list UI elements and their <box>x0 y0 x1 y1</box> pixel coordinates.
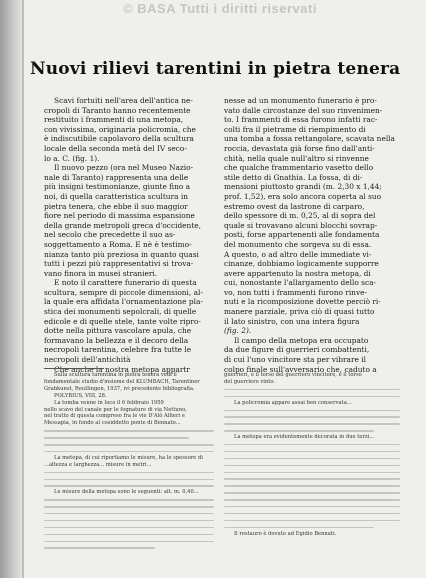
footnote-rule <box>44 368 104 369</box>
illegible-line <box>224 427 400 434</box>
illegible-line <box>44 517 214 524</box>
illegible-line <box>224 510 400 517</box>
illegible-line <box>224 524 400 531</box>
illegible-line <box>224 496 400 503</box>
footnotes-right <box>224 372 400 537</box>
footnote-line: guerrieri, e il torso del guerriero vincitore, e il torso <box>224 372 362 378</box>
illegible-line <box>44 476 214 483</box>
text-line: nianza tanto più preziosa in quanto quasi <box>44 249 199 259</box>
illegible-line <box>224 462 400 469</box>
text-line: quale si trovavano alcuni blocchi sovrap- <box>224 220 378 230</box>
text-line: restituito i frammenti di una metopa, <box>44 115 184 125</box>
illegible-line <box>224 489 400 496</box>
text-line: il lato sinistro, con una intera figura <box>224 316 360 326</box>
illegible-line <box>44 441 214 448</box>
footnote-line: del guerriero vinto. <box>224 378 276 385</box>
left-column <box>44 96 214 374</box>
text-line: necropoli dell'antichità <box>44 355 131 365</box>
text-line: nel secolo che precedette il suo as- <box>44 230 176 240</box>
illegible-line <box>224 455 400 462</box>
illegible-line <box>44 510 214 517</box>
footnote-line: Sulla scultura tarentina in pietra tenera vedi il <box>54 372 177 378</box>
illegible-line <box>44 427 214 434</box>
footnote-line: La tomba venne in luce il 6 febbraio 1959 <box>54 399 164 406</box>
illegible-line <box>44 538 214 545</box>
footnote-line: Le misure della metopa sono le seguenti: alt. m. 0,40... <box>54 489 199 496</box>
text-line: del monumento che sorgeva su di essa. <box>224 239 372 249</box>
text-line: noi, di quella caratteristica scultura in <box>44 191 188 201</box>
footnote-line: La policromia appare assai ben conservata... <box>234 399 352 406</box>
text-line: Il nuovo pezzo (ora nel Museo Nazio- <box>54 163 194 173</box>
illegible-line <box>224 482 400 489</box>
text-line: una tomba a fossa rettangolare, scavata nella <box>224 134 395 144</box>
text-line: E noto il carattere funerario di questa <box>54 278 197 288</box>
text-line: formavano la bellezza e il decoro della <box>44 335 189 345</box>
text-line: stica dei monumenti sepolcrali, di quelle <box>44 307 197 317</box>
text-line: nale di Taranto) rappresenta una delle <box>44 172 189 182</box>
footnote-line: La metopa era evidentemente decorata in due terzi... <box>234 434 375 441</box>
scan-gutter <box>0 0 22 578</box>
illegible-line <box>224 448 400 455</box>
text-line: edicole e di quelle stele, tante volte ripro- <box>44 316 201 326</box>
text-line: tutti i pezzi più rappresentativi si trova- <box>44 259 194 269</box>
text-line: locale della seconda metà del IV seco- <box>44 143 187 153</box>
footnote-line: nello scavo del canale per le fognature di via Nettuno, <box>44 406 187 413</box>
text-line: (fig. 2). <box>224 326 252 336</box>
article-title: Nuovi rilievi tarentini in pietra tenera <box>30 59 401 80</box>
illegible-line <box>44 448 214 455</box>
text-line: avere appartenuto la nostra metopa, di <box>224 268 371 278</box>
footnote-line: Grabkunst, Reutlingen, 1937, ivi precedente bibliografia. <box>44 385 195 392</box>
text-line: Che anche la nostra metopa appartr <box>54 364 190 374</box>
text-line: soggettamento a Roma. E nè è testimo- <box>44 239 192 249</box>
text-line: nuti e la ricomposizione dovette perciò ri- <box>224 297 381 307</box>
text-line: manere parziale, priva ciò di quasi tutto <box>224 307 375 317</box>
watermark: © BASA Tutti i diritti riservati <box>123 1 317 16</box>
text-line: Il campo della metopa era occupato <box>234 335 369 345</box>
illegible-line <box>224 413 400 420</box>
illegible-line <box>224 393 400 400</box>
text-line: cui, nonostante l'allargamento dello sca- <box>224 278 376 288</box>
text-line: stile detto di Gnathia. La fossa, di di- <box>224 172 363 182</box>
text-line: pietra tenera, che ebbe il suo maggior <box>44 201 188 211</box>
text-line: più insigni testimonianze, giunte fino a <box>44 182 191 192</box>
footnote-line: fondamentale studio d'insieme del KLUMBACH, Tarentiner <box>44 378 200 385</box>
text-line: prof. 1,52), era solo ancora coperta al suo <box>224 191 382 201</box>
illegible-line <box>224 475 400 482</box>
text-line: vo, non tutti i frammenti furono rinve- <box>224 287 367 297</box>
text-line: chità, nella quale null'altro si rinvenne <box>224 153 369 163</box>
footnote-line: Il restauro è dovuto ad Egidio Bennati. <box>234 530 337 537</box>
illegible-line <box>44 524 214 531</box>
text-line: è indiscutibile capolavoro della scultura <box>44 134 194 144</box>
text-line: A questo, o ad altro delle immediate vi- <box>224 249 372 259</box>
text-line: vano finora in musei stranieri. <box>44 268 158 278</box>
illegible-line <box>44 482 214 489</box>
illegible-line <box>224 441 400 448</box>
text-line: dello spessore di m. 0,25, al di sopra del <box>224 211 376 221</box>
text-line: lo a. C. (fig. 1). <box>44 153 100 163</box>
illegible-line <box>44 531 214 538</box>
illegible-line <box>224 407 400 414</box>
illegible-line <box>224 386 400 393</box>
footnote-line: ...altezza e larghezza... misure in metri... <box>44 461 152 468</box>
illegible-line <box>224 517 400 524</box>
footnote-line: nel tratto di questa compreso fra le vie D'Alò Alfieri e <box>44 413 185 420</box>
illegible-line <box>44 496 214 503</box>
illegible-line <box>44 544 214 551</box>
illegible-line <box>224 469 400 476</box>
text-line: con vivissima, originaria policromia, che <box>44 124 196 134</box>
text-line: dotte nella pittura vascolare apula, che <box>44 326 192 336</box>
text-line: la quale era affidata l'ornamentazione pla- <box>44 297 203 307</box>
text-line: posti, forse appartenenti alle fondamenta <box>224 230 380 240</box>
text-line: roccia, devastata già forse fino dall'anti- <box>224 143 375 153</box>
text-line: estremo ovest da lastrone di carparo, <box>224 201 365 211</box>
text-line: della grande metropoli greca d'occidente, <box>44 220 202 230</box>
page-edge <box>22 0 24 578</box>
text-line: mensioni piuttosto grandi (m. 2,30 x 1,44; <box>224 182 382 192</box>
illegible-line <box>44 434 214 441</box>
text-line: colpo finale sull'avversario che, caduto a <box>224 364 377 374</box>
text-line: fiore nel periodo di massima espansione <box>44 211 195 221</box>
illegible-line <box>224 503 400 510</box>
illegible-line <box>224 420 400 427</box>
footnote-line: POLYBIUS, VIII, 28. <box>54 392 107 399</box>
right-column <box>224 96 400 374</box>
text-line: di cui l'uno vincitore sta per vibrare il <box>224 355 366 365</box>
text-line: Scavi fortuiti nell'area dell'antica ne- <box>54 96 193 105</box>
illegible-line <box>44 469 214 476</box>
text-line: vato dalle circostanze del suo rinvenimen- <box>224 105 383 115</box>
text-line: cinanze, dobbiamo logicamente supporre <box>224 259 379 269</box>
footnotes-left <box>44 372 214 551</box>
text-line: da due figure di guerrieri combattenti, <box>224 345 370 355</box>
text-line: cropoli di Taranto hanno recentemente <box>44 105 191 115</box>
text-line: to. I frammenti di essa furono infatti rac- <box>224 115 378 125</box>
text-line: colti fra il pietrame di riempimento di <box>224 124 366 134</box>
text-line: necropoli tarentina, celebre fra tutte le <box>44 345 192 355</box>
text-line: nesse ad un monumento funerario è pro- <box>224 96 377 105</box>
illegible-line <box>44 503 214 510</box>
text-line: scultura, sempre di piccole dimensioni, al- <box>44 287 203 297</box>
footnote-line: La metopa, di cui riportiamo le misure, ha lo spessore di <box>54 454 203 461</box>
text-line: che qualche frammentario vasetto dello <box>224 163 374 173</box>
footnote-line: Messapia, in fondo al cosiddetto ponte di Bennato... <box>44 420 181 427</box>
